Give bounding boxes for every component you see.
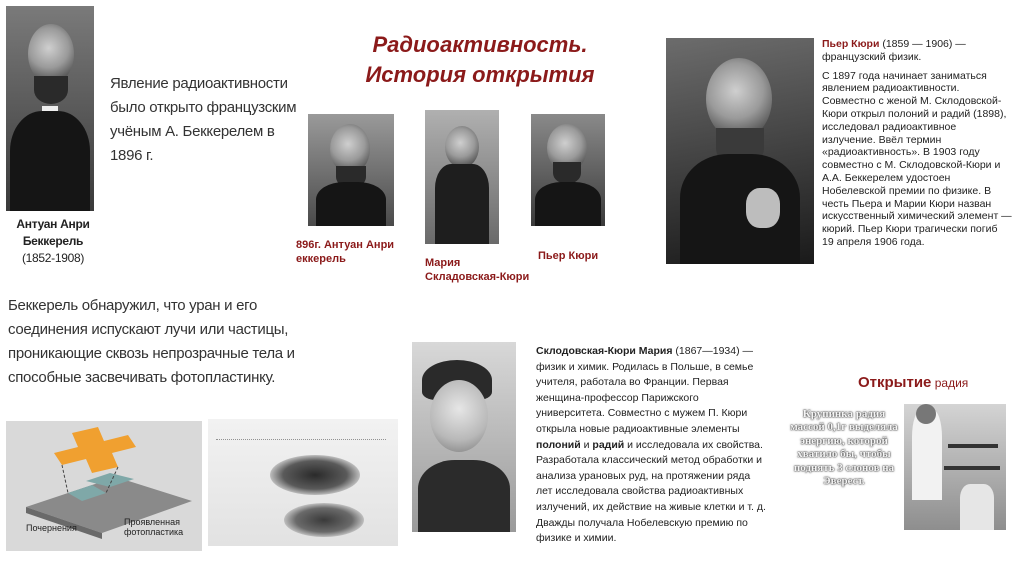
maria-portrait — [412, 342, 516, 532]
becquerel-caption-name2: Беккерель — [22, 234, 84, 248]
radium-heading-small: радия — [931, 376, 969, 390]
pierre-bio-header — [822, 38, 1012, 51]
becquerel-portrait — [6, 6, 94, 211]
maria-radium: радий — [592, 438, 625, 451]
page-title-line2: История открытия — [365, 62, 595, 87]
becquerel-caption — [8, 216, 98, 267]
center-becquerel-photo — [308, 114, 394, 226]
maria-name: Склодовская-Кюри Мария — [536, 345, 673, 357]
pierre-bio — [822, 38, 1012, 249]
photoplate-diagram — [6, 421, 202, 551]
pierre-text: С 1897 года начинает заниматься явлением радиоактивности. Совместно с женой М. Склодовской-Кюри открыл полоний и радий (1898), исследовал радиоактивное излучение. Ввёл термин «радиоактивность». В 1903 году совместно с М. Склодовской-Кюри и А.А. Беккерелем удостоен Нобелевской премии по физике. В честь Пьера и Марии Кюри назван искусственный химический элемент — кюрий. Пьер Кюри трагически погиб 19 апреля 1906 года. — [822, 69, 1012, 248]
center-pierre-caption: Пьер Кюри — [538, 250, 599, 262]
becquerel-discovery-text: Беккерель обнаружил, что уран и его соединения испускают лучи или частицы, проникающие сквозь непрозрачные тела и способные засвечивать фотопластинку. — [8, 297, 295, 386]
center-becquerel-caption-line2: еккерель — [296, 253, 346, 265]
radium-lab-photo — [904, 404, 1006, 530]
center-maria-caption-line2: Складовская-Кюри — [425, 271, 530, 283]
pierre-role: французский физик. — [822, 50, 922, 63]
center-maria-caption — [425, 256, 535, 284]
diagram-label-right: Проявленная фотопластика — [124, 517, 184, 537]
maria-text-part2: и исследовала их свойства. Разработала классический метод обработки и анализа урановых руд, на протяжении ряда лет исследовала свойства радиоактивных излучений, их действие на живые клетки и т. д. Дважды получала Нобелевскую премию по физике и химии. — [536, 438, 766, 545]
becquerel-caption-years: (1852-1908) — [21, 251, 85, 265]
radium-text: Крупинка радия массой 0,1г выделяла энергию, которой хватило бы, чтобы поднять 3 слонов на Эверест. — [790, 408, 898, 488]
pierre-name: Пьер Кюри — [822, 38, 880, 50]
photoplate-image — [208, 419, 398, 546]
maria-years: (1867—1934) — — [672, 345, 754, 357]
pierre-years: (1859 — 1906) — — [879, 38, 966, 50]
diagram-label-left: Почернения — [26, 523, 77, 533]
projection-line — [62, 465, 68, 493]
maria-bio — [536, 344, 768, 547]
maria-and: и — [580, 438, 593, 451]
radiation-spot-1 — [270, 455, 360, 495]
handwriting-scribble — [216, 425, 386, 440]
radiation-spot-2 — [284, 503, 364, 537]
cross-shape — [54, 427, 136, 473]
center-pierre-photo — [531, 114, 605, 226]
page-title-line1: Радиоактивность. — [372, 32, 588, 57]
center-becquerel-caption-line1: 896г. Антуан Анри — [296, 239, 395, 251]
maria-polonium: полоний — [536, 438, 581, 451]
becquerel-intro-text: Явление радиоактивности было открыто французским учёным А. Беккерелем в 1896 г. — [110, 75, 297, 164]
center-becquerel-caption — [296, 238, 406, 266]
pierre-portrait — [666, 38, 814, 264]
maria-text-part1: физик и химик. Родилась в Польше, в семье учителя, работала во Франции. Первая женщина-профессор Парижского университета. Совместно с мужем П. Кюри открыла новые радиоактивные элементы — [536, 360, 754, 435]
radium-heading — [858, 374, 1018, 391]
center-maria-caption-line1: Мария — [425, 257, 461, 269]
center-maria-photo — [425, 110, 499, 244]
radium-heading-main: Открытие — [858, 374, 932, 391]
page-title — [340, 30, 620, 90]
becquerel-caption-name1: Антуан Анри — [16, 217, 90, 231]
